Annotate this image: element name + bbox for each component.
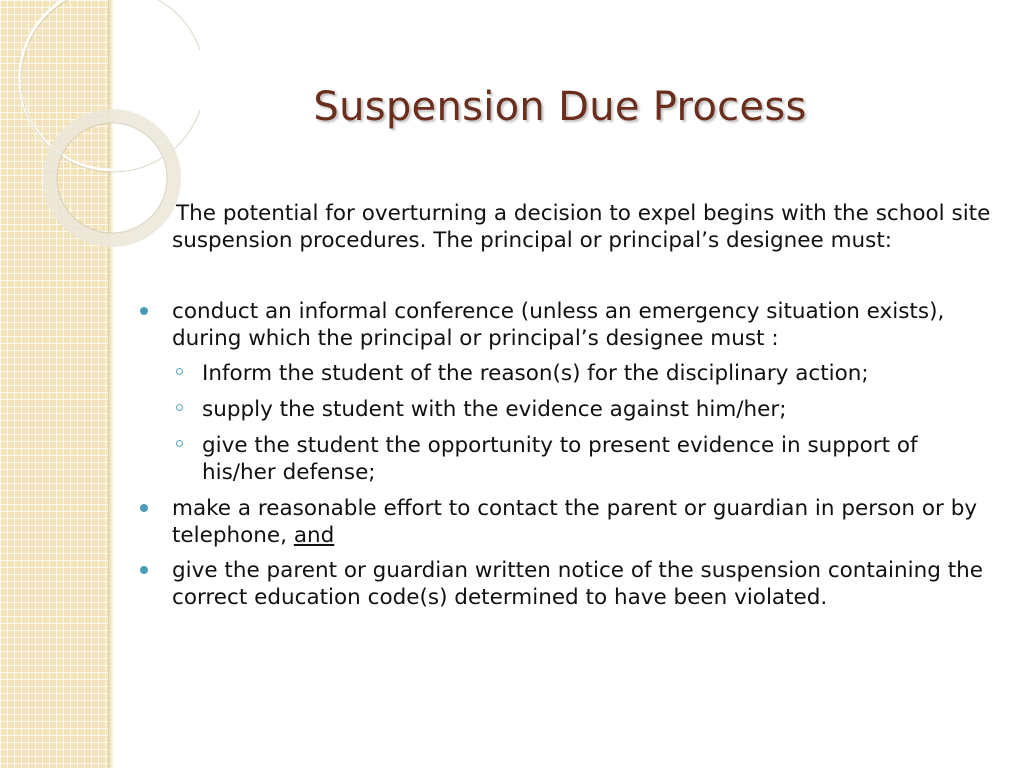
underlined-word: and [293,523,335,548]
bullet-text: give the parent or guardian written notice of the suspension containing the correct education code(s) determined to have been violated. [172,558,984,610]
hollow-circle-icon [176,404,183,411]
sub-bullet-text: supply the student with the evidence against him/her; [202,397,787,422]
sub-bullet-list [172,360,992,486]
bullet-item [132,557,992,611]
bullet-dot-icon [140,566,148,574]
sub-bullet-text: Inform the student of the reason(s) for the disciplinary action; [202,361,869,386]
bullet-item [132,298,992,486]
bullet-dot-icon [140,307,148,315]
intro-paragraph: The potential for overturning a decision to expel begins with the school site suspension procedures. The principal or principal’s designee must: [172,201,991,253]
bullet-item [132,495,992,549]
bullet-list [132,298,992,611]
sub-bullet-text: give the student the opportunity to present evidence in support of his/her defense; [202,433,918,485]
bullet-text: conduct an informal conference (unless an emergency situation exists), during which the principal or principal’s designee must : [172,299,945,351]
hollow-circle-icon [176,440,183,447]
slide-body [132,200,992,619]
bullet-dot-icon [140,504,148,512]
bullet-text: make a reasonable effort to contact the parent or guardian in person or by telephone, [172,496,978,548]
sub-bullet-item [172,360,992,387]
slide-title: Suspension Due Process [313,84,807,130]
hollow-circle-icon [176,368,183,375]
sub-bullet-item [172,396,992,423]
sub-bullet-item [172,432,992,486]
